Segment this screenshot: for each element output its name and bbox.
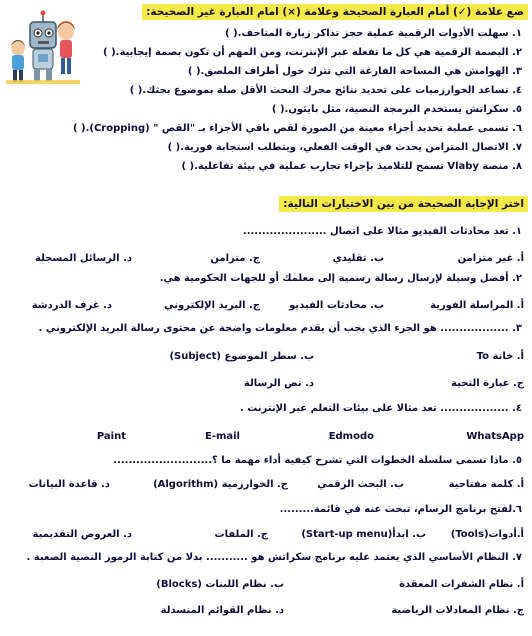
q6-option-a[interactable]: أ.أدوات(Tools) xyxy=(450,529,524,540)
q7-option-d[interactable]: د. نظام القوائم المنسدلة xyxy=(160,605,284,616)
q7-option-a[interactable]: أ. نظام الشفرات المعقدة xyxy=(399,579,524,590)
statement-7: ٧. الاتصال المتزامن يحدث في الوقت الفعلي، ويتطلب استجابة فورية.( ) xyxy=(167,142,522,153)
statement-6: ٦. تسمى عملية تحديد أجزاء معينة من الصورة لقص باقي الأجزاء بـ "القص " (Cropping).( ) xyxy=(72,123,522,134)
q7-option-c[interactable]: ج. نظام المعادلات الرياضية xyxy=(391,605,524,616)
kids-with-robot-icon xyxy=(4,2,82,86)
q4-option-email[interactable]: E-mail xyxy=(204,431,240,442)
q1-option-d[interactable]: د. الرسائل المسجلة xyxy=(35,253,132,264)
q5-option-a[interactable]: أ. كلمة مفتاحية xyxy=(448,479,524,490)
q4-option-paint[interactable]: Paint xyxy=(96,431,126,442)
statement-3: ٣. الهوامش هي المساحة الفارغة التي تترك حول أطراف الملصق.( ) xyxy=(187,66,522,77)
statement-8: ٨. منصة Vlaby تسمح للتلاميذ بإجراء تجارب عملية في بيئة تفاعلية.( ) xyxy=(181,161,522,172)
question-6: ٦.لفتح برنامج الرسام، تبحث عنه في قائمة......... xyxy=(279,504,522,515)
question-7: ٧. النظام الأساسي الذي يعتمد عليه برنامج سكراتش هو ........... بدلا من كتابة الرموز النصية الصعبة . xyxy=(26,552,522,563)
section1-title: ضع علامة (✓) أمام العبارة الصحيحة وعلامة (×) امام العبارة غير الصحيحة: xyxy=(142,4,528,20)
q2-option-b[interactable]: ب. محادثات الفيديو xyxy=(289,300,384,311)
q5-option-d[interactable]: د. قاعدة البيانات xyxy=(28,479,110,490)
q1-option-b[interactable]: ب. تقليدي xyxy=(332,253,384,264)
q2-option-c[interactable]: ج. البريد الإلكتروني xyxy=(164,300,260,311)
q4-option-edmodo[interactable]: Edmodo xyxy=(328,431,374,442)
q6-option-d[interactable]: د. العروض التقديمية xyxy=(32,529,132,540)
q1-option-c[interactable]: ج. متزامن xyxy=(210,253,260,264)
q6-option-b[interactable]: ب. ابدأ(Start-up menu) xyxy=(301,529,426,540)
question-3: ٣. .................. هو الجزء الذي يجب أن يقدم معلومات واضحة عن محتوى رسالة البريد الإلكتروني . xyxy=(38,323,522,334)
q2-option-a[interactable]: أ. المراسلة الفورية xyxy=(430,300,524,311)
q3-option-a[interactable]: أ. خانة To xyxy=(476,351,524,362)
q1-option-a[interactable]: أ. غير متزامن xyxy=(457,253,524,264)
question-1: ١. تعد محادثات الفيديو مثالا على اتصال ...................... xyxy=(242,226,522,237)
question-4: ٤. .................. تعد مثالا على بيئات التعلم عبر الإنترنت . xyxy=(239,403,522,414)
q3-option-c[interactable]: ج. عبارة التحية xyxy=(451,378,524,389)
section2-title: اختر الإجابة الصحيحة من بين الاختيارات التالية: xyxy=(279,196,528,212)
statement-5: ٥. سكراتش يستخدم البرمجة النصية، مثل بايثون.( ) xyxy=(271,104,522,115)
q6-option-c[interactable]: ج. الملفات xyxy=(214,529,268,540)
question-5: ٥. ماذا تسمى سلسلة الخطوات التي تشرح كيفية أداء مهمة ما ؟.......................... xyxy=(113,455,522,466)
statement-2: ٢. البصمة الرقمية هي كل ما تفعله عبر الإنترنت، ومن المهم أن تكون بصمة إيجابية.( ) xyxy=(103,47,522,58)
q5-option-c[interactable]: ج. الخوارزمية (Algorithm) xyxy=(153,479,288,490)
statement-4: ٤. تساعد الخوارزميات على تحديد نتائج محرك البحث الأقل صلة بموضوع بحثك.( ) xyxy=(129,85,522,96)
q3-option-d[interactable]: د. نص الرسالة xyxy=(243,378,314,389)
statement-1: ١. سهلت الأدوات الرقمية عملية حجز تذاكر زيارة المتاحف.( ) xyxy=(225,28,522,39)
q2-option-d[interactable]: د. غرف الدردشة xyxy=(31,300,112,311)
q7-option-b[interactable]: ب. نظام اللبنات (Blocks) xyxy=(156,579,284,590)
q5-option-b[interactable]: ب. البحث الرقمي xyxy=(317,479,404,490)
question-2: ٢. أفضل وسيلة لإرسال رسالة رسمية إلى معلمك أو للجهات الحكومية هي. xyxy=(159,273,522,284)
q4-option-whatsapp[interactable]: WhatsApp xyxy=(466,431,524,442)
q3-option-b[interactable]: ب. سطر الموضوع (Subject) xyxy=(169,351,314,362)
